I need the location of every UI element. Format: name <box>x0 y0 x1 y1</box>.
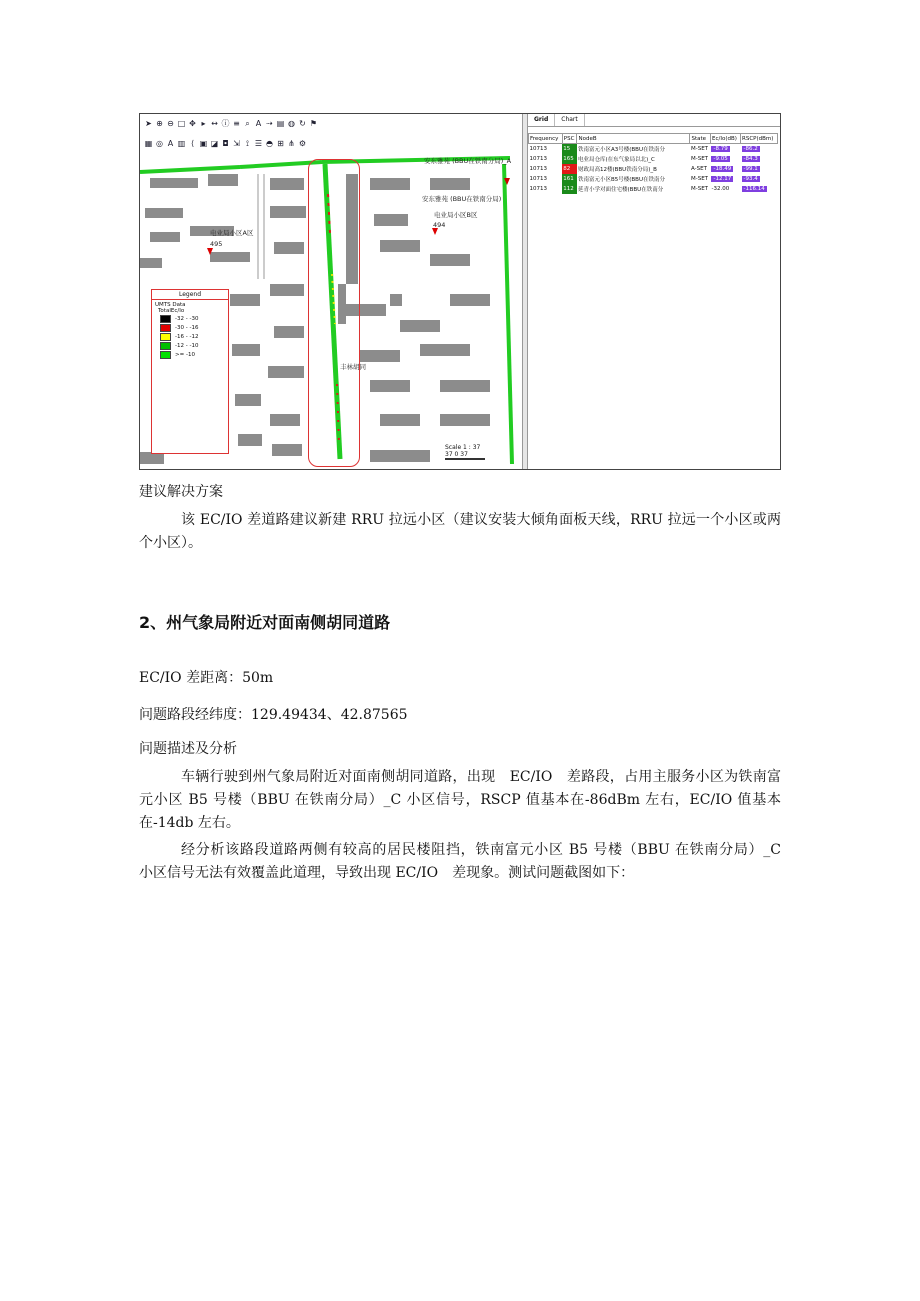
cell-nodeb: 电业局仓库(在东气象局以北)_C <box>577 157 655 163</box>
table-row[interactable] <box>529 144 778 155</box>
legend-label: >= -10 <box>175 351 195 358</box>
camera-icon[interactable]: ◘ <box>222 138 229 148</box>
legend-label: -30 - -16 <box>175 324 199 331</box>
analysis-title: 问题描述及分析 <box>139 741 237 757</box>
legend-label: -12 - -10 <box>175 342 199 349</box>
site-label-c: 电业局小区B区 <box>434 211 478 219</box>
data-panel <box>528 114 781 470</box>
tab-chart[interactable]: Chart <box>555 114 585 126</box>
legend-title: Legend <box>152 290 228 300</box>
cell-state: M-SET <box>690 186 709 192</box>
table-header <box>529 134 778 144</box>
map-legend <box>151 289 229 454</box>
cell-frequency: 10713 <box>529 166 547 172</box>
site-pin[interactable] <box>504 178 510 185</box>
cell-state: A-SET <box>690 166 707 172</box>
circle-icon[interactable]: ◎ <box>156 138 163 148</box>
col-state[interactable]: State <box>690 134 711 144</box>
section-heading: 2、州气象局附近对面南侧胡同道路 <box>139 613 391 632</box>
site-label-b: 安东雅苑 (BBU在铁南分局) <box>422 195 502 203</box>
flag-icon[interactable]: ⚑ <box>309 118 318 128</box>
graph-icon[interactable]: ⋔ <box>288 138 295 148</box>
legend-item <box>152 332 228 341</box>
list-icon[interactable]: ☰ <box>254 138 263 148</box>
site-number-d: 495 <box>210 240 223 248</box>
legend-item <box>152 350 228 359</box>
test-screenshot <box>139 113 781 470</box>
antenna-icon[interactable]: ⟟ <box>246 138 249 148</box>
cell-nodeb: 延青小学对面住宅楼(BBU在铁南分 <box>577 187 664 193</box>
settings-icon[interactable]: ⚙ <box>298 138 307 148</box>
legend-subtitle: UMTS Data <box>155 302 186 308</box>
legend-swatch <box>160 333 171 341</box>
cell-state: M-SET <box>690 176 709 182</box>
rscp-value: -93.4 <box>743 176 758 182</box>
cell-frequency: 10713 <box>529 176 547 182</box>
cell-rscp <box>741 154 778 164</box>
table-row[interactable] <box>529 164 778 174</box>
col-frequency[interactable]: Frequency <box>529 134 563 144</box>
cell-nodeb: 铁南富元小区A3号楼(BBU在铁南分 <box>577 147 665 153</box>
scale-label: Scale 1 : 37 <box>445 444 481 451</box>
pointer-icon[interactable]: ➤ <box>145 118 152 128</box>
cell-ecio <box>710 144 740 155</box>
cell-rscp <box>741 144 778 155</box>
info-icon[interactable]: ⓘ <box>221 118 230 128</box>
tab-grid[interactable]: Grid <box>528 114 555 126</box>
cell-psc: 112 <box>562 184 577 194</box>
find-icon[interactable]: ⌕ <box>245 118 250 128</box>
signal-icon[interactable]: ◓ <box>266 138 273 148</box>
scale-bar <box>445 458 485 460</box>
cell-rscp <box>741 164 778 174</box>
ecio-value: -12.17 <box>713 176 732 182</box>
rscp-value: -116.14 <box>743 186 765 192</box>
table-row[interactable] <box>529 184 778 194</box>
chart-icon[interactable]: ◪ <box>210 138 219 148</box>
site-label-a: 安东雅苑 (BBU在铁南分局)_A <box>424 157 512 165</box>
cell-state: M-SET <box>690 156 709 162</box>
col-rscp[interactable]: RSCP(dBm) <box>741 134 778 144</box>
scale-ticks: 37 0 37 <box>445 451 468 458</box>
cell-nodeb: 铁南富元小区B5号楼(BBU在铁南分 <box>577 177 665 183</box>
legend-label: -16 - -12 <box>175 333 199 340</box>
legend-swatch <box>160 324 171 332</box>
cell-psc: 161 <box>562 174 577 184</box>
cell-ecio <box>710 154 740 164</box>
panel-tabs <box>528 114 781 127</box>
cell-ecio <box>710 174 740 184</box>
coords-line: 问题路段经纬度：129.49434、42.87565 <box>139 707 408 723</box>
legend-item <box>152 314 228 323</box>
legend-swatch <box>160 351 171 359</box>
cell-ecio <box>710 164 740 174</box>
ecio-value: -8.79 <box>713 146 728 152</box>
legend-swatch <box>160 315 171 323</box>
table-row[interactable] <box>529 174 778 184</box>
legend-item <box>152 323 228 332</box>
cell-psc: 165 <box>562 154 577 164</box>
cell-ecio: -32.00 <box>711 186 730 192</box>
site-pin[interactable] <box>432 228 438 235</box>
text-tool-icon[interactable]: A <box>167 138 174 148</box>
measure-icon[interactable]: ↔ <box>211 118 218 128</box>
bracket-icon[interactable]: ⟨ <box>190 138 195 148</box>
ecio-value: -18.49 <box>713 166 732 172</box>
zoom-out-icon[interactable]: ⊖ <box>167 118 174 128</box>
street-label: 丰林胡同 <box>340 363 366 371</box>
map-scale <box>445 444 485 460</box>
distance-line: EC/IO 差距离：50m <box>139 670 274 686</box>
cell-table <box>528 133 778 194</box>
label-icon[interactable]: A <box>255 118 262 128</box>
zoom-box-icon[interactable]: □ <box>177 118 186 128</box>
analysis-paragraph-2: 经分析该路段道路两侧有较高的居民楼阻挡，铁南富元小区 B5 号楼（BBU 在铁南分局）_C 小区信号无法有效覆盖此道理，导致出现 EC/IO 差现象。测试问题截图如下： <box>139 842 795 881</box>
table-row[interactable] <box>529 154 778 164</box>
cell-rscp <box>741 174 778 184</box>
section-title-solution: 建议解决方案 <box>139 484 223 500</box>
cell-frequency: 10713 <box>529 146 547 152</box>
rscp-value: -84.3 <box>743 156 758 162</box>
grid-icon[interactable]: ▦ <box>144 138 153 148</box>
map-view[interactable] <box>140 114 522 470</box>
analysis-paragraph-1: 车辆行驶到州气象局附近对面南侧胡同道路，出现 EC/IO 差路段，占用主服务小区为铁南富元小区 B5 号楼（BBU 在铁南分局）_C 小区信号，RSCP 值基本在-86dBm 左右，EC/IO 值基本在-14db 左右。 <box>139 769 781 831</box>
rscp-value: -99.1 <box>743 166 758 172</box>
ecio-value: -9.05 <box>713 156 728 162</box>
rscp-value: -86.2 <box>743 146 758 152</box>
route-icon[interactable]: ⇢ <box>266 118 273 128</box>
pan-icon[interactable]: ✥ <box>189 118 196 128</box>
legend-swatch <box>160 342 171 350</box>
zoom-in-icon[interactable]: ⊕ <box>156 118 163 128</box>
cell-psc: 15 <box>562 144 577 155</box>
clipboard-icon[interactable]: ▣ <box>199 138 208 148</box>
select-icon[interactable]: ▸ <box>201 118 206 128</box>
site-icon[interactable]: ⊞ <box>277 138 284 148</box>
cell-state: M-SET <box>690 146 709 152</box>
legend-metric: TotalEc/Io <box>158 308 185 314</box>
cell-rscp <box>741 184 778 194</box>
cell-frequency: 10713 <box>529 156 547 162</box>
site-label-d: 电业局小区A区 <box>210 229 254 237</box>
problem-route-highlight <box>308 159 360 467</box>
cell-frequency: 10713 <box>529 186 547 192</box>
legend-label: -32 - -30 <box>175 315 199 322</box>
refresh-icon[interactable]: ↻ <box>299 118 306 128</box>
layers-icon[interactable]: ≡ <box>233 118 240 128</box>
col-psc[interactable]: PSC <box>562 134 577 144</box>
col-nodeb[interactable]: NodeB <box>577 134 690 144</box>
col-ecio[interactable]: Ec/Io(dB) <box>710 134 740 144</box>
print-icon[interactable]: ▤ <box>276 118 285 128</box>
site-pin[interactable] <box>207 248 213 255</box>
cell-psc: 82 <box>562 164 577 174</box>
legend-item <box>152 341 228 350</box>
site-number-c: 494 <box>433 221 446 229</box>
cell-nodeb: 财政局高12楼(BBU铁南分局)_B <box>577 167 657 173</box>
globe-icon[interactable]: ◍ <box>288 118 295 128</box>
export-icon[interactable]: ⇲ <box>233 138 240 148</box>
table-icon[interactable]: ▥ <box>177 138 186 148</box>
solution-paragraph: 该 EC/IO 差道路建议新建 RRU 拉远小区（建议安装大倾角面板天线，RRU 拉远一个小区或两个小区）。 <box>139 512 781 551</box>
